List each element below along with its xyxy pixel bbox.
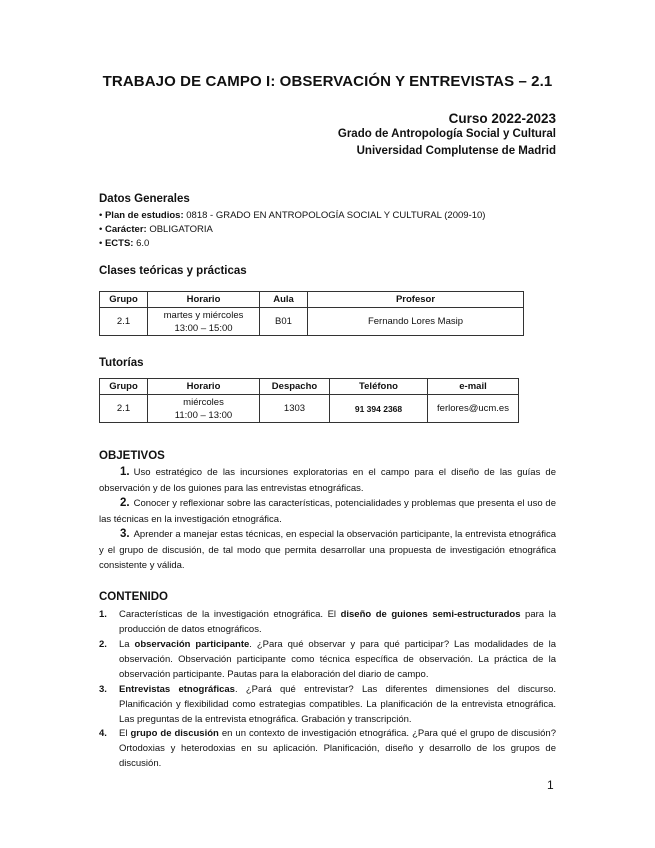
contenido-item: [99, 637, 556, 682]
objetivo-number: 1.: [120, 466, 130, 478]
objetivo-item: [99, 496, 556, 527]
objetivo-number: 3.: [120, 528, 130, 540]
contenido-bold: grupo de discusión: [130, 728, 219, 739]
table-header-row: [100, 292, 524, 308]
table-cell: [148, 308, 260, 336]
plan-line: [99, 210, 485, 221]
table-cell: ferlores@ucm.es: [428, 395, 519, 423]
ects-value: 6.0: [136, 238, 150, 249]
course-year: Curso 2022-2023: [448, 111, 556, 126]
table-header: Horario: [148, 292, 260, 308]
caracter-line: [99, 224, 213, 235]
objetivo-number: 2.: [120, 497, 130, 509]
contenido-number: 2.: [99, 639, 107, 650]
objetivos-heading: OBJETIVOS: [99, 450, 165, 462]
ects-line: [99, 238, 149, 249]
course-university: Universidad Complutense de Madrid: [356, 145, 556, 157]
table-cell: [148, 395, 260, 423]
caracter-value: OBLIGATORIA: [149, 224, 213, 235]
contenido-number: 1.: [99, 609, 107, 620]
table-row: [100, 308, 524, 336]
course-degree: Grado de Antropología Social y Cultural: [337, 128, 556, 140]
contenido-text: . ¿Pará qué entrevistar? Las diferentes dimensiones del discurso. Planificación y flexibilidad como estrategias compatibles. La planificación de la entrevista etnográfica. Las preguntas de la entrevista etnográfica. Grabación y transcripción.: [119, 684, 556, 725]
horario-time: 13:00 – 15:00: [174, 322, 233, 334]
contenido-text: El: [119, 728, 131, 739]
contenido-text: . ¿Para qué observar y para qué participar? Las modalidades de la observación. Observación participante como técnica específica de observación. La práctica de la observación participante. Pautas para la elaboración del diario de campo.: [119, 639, 556, 680]
table-cell: 2.1: [100, 308, 148, 336]
contenido-item: [99, 682, 556, 727]
objetivo-text: Uso estratégico de las incursiones exploratorias en el campo para el diseño de las guías de observación y de los guiones para las entrevistas etnográficas.: [99, 467, 556, 494]
contenido-text: para la producción de datos etnográficos.: [119, 609, 556, 635]
table-header: Teléfono: [330, 379, 428, 395]
table-cell: 2.1: [100, 395, 148, 423]
contenido-heading: CONTENIDO: [99, 591, 168, 603]
general-heading: Datos Generales: [99, 193, 190, 205]
plan-value: 0818 - GRADO EN ANTROPOLOGÍA SOCIAL Y CULTURAL (2009-10): [186, 210, 486, 221]
table-header: Aula: [260, 292, 308, 308]
bullet: •: [99, 224, 103, 235]
table-cell: 1303: [260, 395, 330, 423]
table-cell: B01: [260, 308, 308, 336]
contenido-number: 4.: [99, 728, 107, 739]
table-header: Despacho: [260, 379, 330, 395]
page-number: 1: [547, 778, 554, 792]
tutorias-heading: Tutorías: [99, 357, 144, 369]
contenido-text: La: [119, 639, 135, 650]
table-header: Grupo: [100, 292, 148, 308]
clases-heading: Clases teóricas y prácticas: [99, 265, 247, 277]
contenido-number: 3.: [99, 684, 107, 695]
bullet: •: [99, 210, 103, 221]
table-cell: 91 394 2368: [330, 395, 428, 423]
table-header-row: [100, 379, 519, 395]
table-header: Grupo: [100, 379, 148, 395]
horario-days: miércoles: [183, 396, 224, 408]
document-title: TRABAJO DE CAMPO I: OBSERVACIÓN Y ENTREVISTAS – 2.1: [102, 73, 553, 90]
table-header: e-mail: [428, 379, 519, 395]
objetivo-item: [99, 465, 556, 496]
bullet: •: [99, 238, 103, 249]
contenido-bold: observación participante: [134, 639, 250, 650]
horario-time: 11:00 – 13:00: [174, 409, 233, 421]
ects-label: ECTS:: [104, 238, 134, 249]
caracter-label: Carácter:: [104, 224, 147, 235]
contenido-bold: diseño de guiones semi-estructurados: [340, 609, 521, 620]
table-header: Profesor: [308, 292, 524, 308]
contenido-item: [99, 726, 556, 771]
table-header: Horario: [148, 379, 260, 395]
objetivo-text: Conocer y reflexionar sobre las características, potencialidades y problemas que presenta el uso de las técnicas en la investigación etnográfica.: [99, 498, 556, 525]
objetivo-item: [99, 527, 556, 574]
horario-days: martes y miércoles: [163, 309, 244, 321]
contenido-text: Características de la investigación etnográfica. El: [119, 609, 341, 620]
table-cell: Fernando Lores Masip: [308, 308, 524, 336]
contenido-text: en un contexto de investigación etnográfica. ¿Para qué el grupo de discusión? Ortodoxias y heterodoxias en su aplicación. Planificación, diseño y desarrollo de los grupos de discusión.: [119, 728, 556, 769]
contenido-bold: Entrevistas etnográficas: [119, 684, 235, 695]
plan-label: Plan de estudios:: [104, 210, 184, 221]
objetivo-text: Aprender a manejar estas técnicas, en especial la observación participante, la entrevista etnográfica y el grupo de discusión, de tal modo que permita desarrollar una propuesta de investigación etnográfica consistente y válida.: [99, 529, 556, 571]
tutorias-table: [99, 378, 519, 423]
table-row: [100, 395, 519, 423]
clases-table: [99, 291, 524, 336]
contenido-item: [99, 607, 556, 637]
